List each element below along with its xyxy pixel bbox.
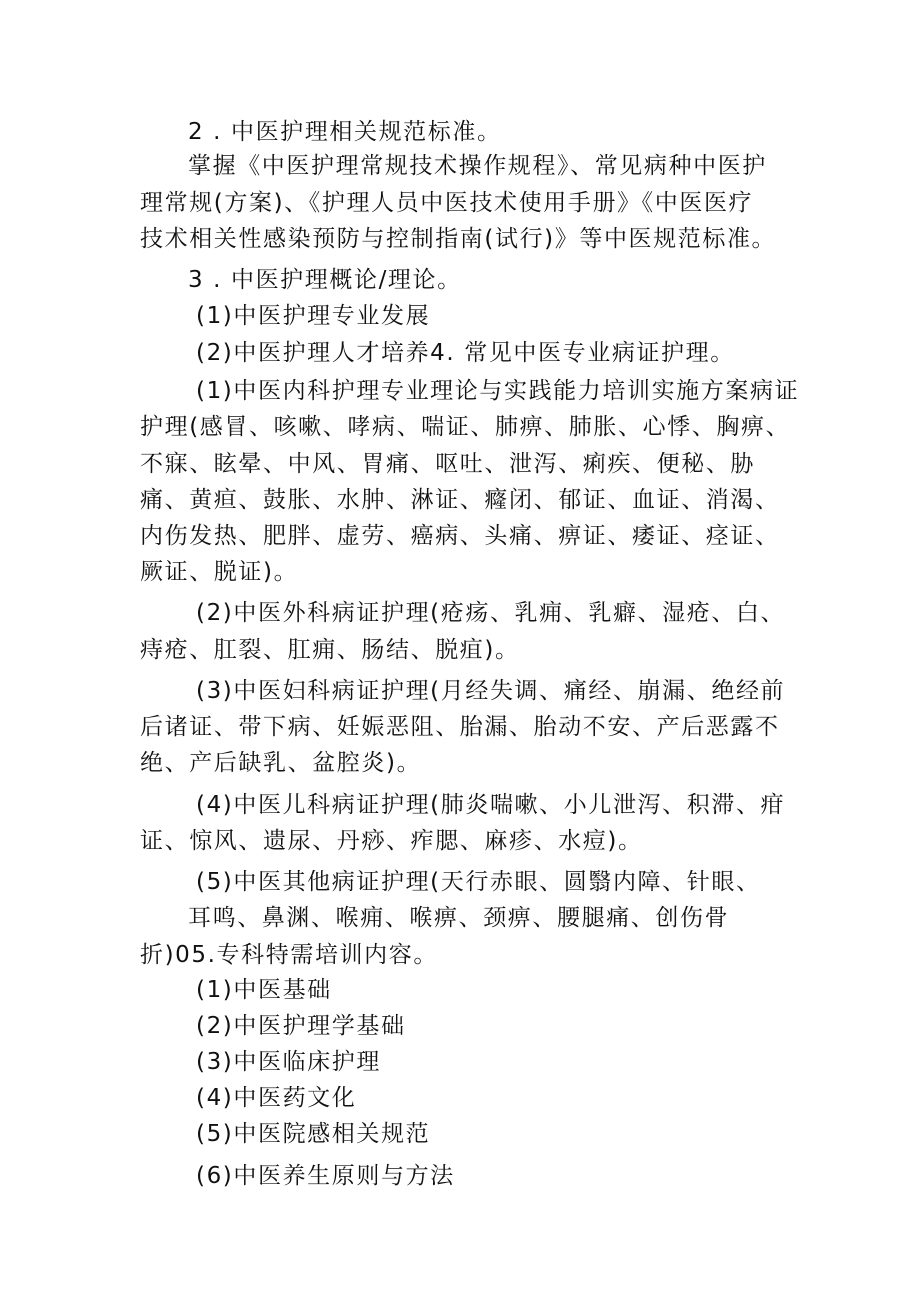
paragraph-line: (2)中医外科病证护理(疮疡、乳痈、乳癖、湿疮、白、 — [196, 600, 786, 626]
list-item: (5)中医院感相关规范 — [196, 1121, 431, 1147]
section-heading-3: 3 . 中医护理概论/理论。 — [188, 267, 462, 293]
paragraph-line: 掌握《中医护理常规技术操作规程》、常见病种中医护 — [188, 153, 767, 179]
list-item: (4)中医药文化 — [196, 1085, 357, 1111]
paragraph-line: 内伤发热、肥胖、虚劳、癌病、头痛、痹证、痿证、痉证、 — [140, 523, 780, 549]
paragraph-line: (1)中医内科护理专业理论与实践能力培训实施方案病证 — [196, 378, 800, 404]
list-item: (1)中医基础 — [196, 977, 332, 1003]
paragraph-line: 证、惊风、遗尿、丹痧、痄腮、麻疹、水痘)。 — [140, 828, 643, 854]
paragraph-line: 护理(感冒、咳嗽、哮病、喘证、肺痹、肺胀、心悸、胸痹、 — [140, 414, 791, 440]
paragraph-line: (3)中医妇科病证护理(月经失调、痛经、崩漏、绝经前 — [196, 678, 786, 704]
paragraph-line: 痔疮、肛裂、肛痈、肠结、脱疽)。 — [140, 637, 520, 663]
list-item: (1)中医护理专业发展 — [196, 303, 431, 329]
paragraph-line: 不寐、眩晕、中风、胃痛、呕吐、泄泻、痢疾、便秘、胁 — [140, 451, 755, 477]
list-item: (2)中医护理人才培养4. 常见中医专业病证护理。 — [196, 340, 735, 366]
paragraph-line: 折)05.专科特需培训内容。 — [140, 942, 438, 968]
paragraph-line: 厥证、脱证)。 — [140, 559, 299, 585]
paragraph-line: 绝、产后缺乳、盆腔炎)。 — [140, 750, 422, 776]
list-item: (3)中医临床护理 — [196, 1049, 381, 1075]
paragraph-line: (5)中医其他病证护理(天行赤眼、圆翳内障、针眼、 — [196, 869, 761, 895]
list-item: (6)中医养生原则与方法 — [196, 1163, 455, 1189]
paragraph-line: 技术相关性感染预防与控制指南(试行)》等中医规范标准。 — [140, 226, 777, 252]
paragraph-line: 理常规(方案)、《护理人员中医技术使用手册》《中医医疗 — [140, 190, 754, 216]
paragraph-line: 痛、黄疸、鼓胀、水肿、淋证、癃闭、郁证、血证、消渴、 — [140, 487, 780, 513]
list-item: (2)中医护理学基础 — [196, 1013, 406, 1039]
section-heading-2: 2 . 中医护理相关规范标准。 — [188, 119, 502, 145]
paragraph-line: 后诸证、带下病、妊娠恶阻、胎漏、胎动不安、产后恶露不 — [140, 714, 780, 740]
paragraph-line: (4)中医儿科病证护理(肺炎喘嗽、小儿泄泻、积滞、疳 — [196, 792, 786, 818]
paragraph-line: 耳鸣、鼻渊、喉痈、喉痹、颈痹、腰腿痛、创伤骨 — [188, 905, 730, 931]
